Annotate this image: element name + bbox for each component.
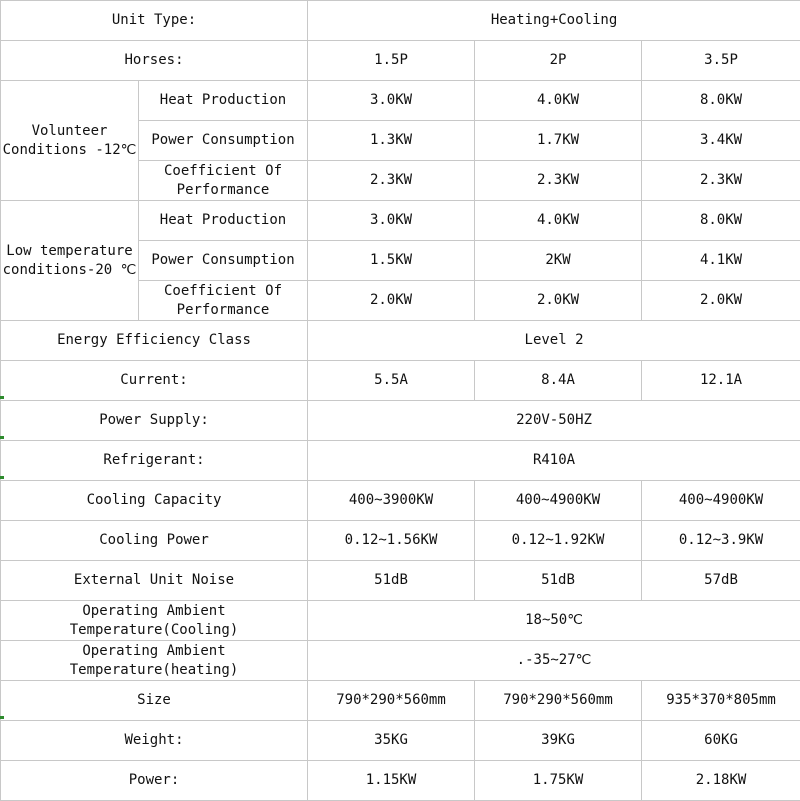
row-label: Coefficient Of Performance — [139, 161, 308, 201]
table-row — [1, 721, 800, 761]
table-row — [1, 441, 800, 481]
cooling-capacity-label: Cooling Capacity — [1, 481, 308, 521]
cell-value: 2KW — [475, 241, 642, 281]
power-supply-value: 220V-50HZ — [308, 401, 800, 441]
row-label: Heat Production — [139, 201, 308, 241]
table-row — [1, 81, 800, 121]
ambient-heating-value: .-35~27℃ — [308, 641, 800, 681]
cell-value: 35KG — [308, 721, 475, 761]
energy-class-label: Energy Efficiency Class — [1, 321, 308, 361]
power-supply-label: Power Supply: — [1, 401, 308, 441]
table-row — [1, 641, 800, 681]
energy-class-value: Level 2 — [308, 321, 800, 361]
cell-value: 1.15KW — [308, 761, 475, 801]
cell-value: 935*370*805mm — [642, 681, 800, 721]
cell-value: 1.5KW — [308, 241, 475, 281]
row-marker — [0, 716, 4, 719]
cell-value: 39KG — [475, 721, 642, 761]
cell-value: 0.12~3.9KW — [642, 521, 800, 561]
row-marker — [0, 436, 4, 439]
cell-value: 790*290*560mm — [475, 681, 642, 721]
cell-value: 1.75KW — [475, 761, 642, 801]
cell-value: 3.0KW — [308, 81, 475, 121]
ambient-cooling-value: 18~50℃ — [308, 601, 800, 641]
cell-value: 2.0KW — [475, 281, 642, 321]
table-row — [1, 681, 800, 721]
row-label: Power Consumption — [139, 241, 308, 281]
table-row — [1, 321, 800, 361]
refrigerant-value: R410A — [308, 441, 800, 481]
horses-label: Horses: — [1, 41, 308, 81]
cell-value: 790*290*560mm — [308, 681, 475, 721]
cell-value: 3.0KW — [308, 201, 475, 241]
ambient-heating-label: Operating Ambient Temperature(heating) — [1, 641, 308, 681]
cell-value: 2.0KW — [308, 281, 475, 321]
cell-value: 400~3900KW — [308, 481, 475, 521]
weight-label: Weight: — [1, 721, 308, 761]
table-row — [1, 561, 800, 601]
table-row — [1, 521, 800, 561]
cell-value: 400~4900KW — [642, 481, 800, 521]
noise-label: External Unit Noise — [1, 561, 308, 601]
horses-value: 3.5P — [642, 41, 800, 81]
row-marker — [0, 476, 4, 479]
current-label: Current: — [1, 361, 308, 401]
unit-type-label: Unit Type: — [1, 1, 308, 41]
size-label: Size — [1, 681, 308, 721]
cell-value: 4.0KW — [475, 201, 642, 241]
cell-value: 12.1A — [642, 361, 800, 401]
table-row — [1, 1, 800, 41]
cell-value: 8.0KW — [642, 201, 800, 241]
cell-value: 2.3KW — [475, 161, 642, 201]
cell-value: 1.3KW — [308, 121, 475, 161]
table-row — [1, 761, 800, 801]
refrigerant-label: Refrigerant: — [1, 441, 308, 481]
cell-value: 8.4A — [475, 361, 642, 401]
table-row — [1, 601, 800, 641]
cell-value: 400~4900KW — [475, 481, 642, 521]
cell-value: 2.3KW — [642, 161, 800, 201]
cell-value: 5.5A — [308, 361, 475, 401]
unit-type-value: Heating+Cooling — [308, 1, 800, 41]
cell-value: 51dB — [475, 561, 642, 601]
group-label-volunteer: Volunteer Conditions -12℃ — [1, 81, 139, 201]
cell-value: 51dB — [308, 561, 475, 601]
table-row — [1, 361, 800, 401]
table-row — [1, 481, 800, 521]
row-label: Power Consumption — [139, 121, 308, 161]
cell-value: 4.0KW — [475, 81, 642, 121]
table-row — [1, 401, 800, 441]
cell-value: 4.1KW — [642, 241, 800, 281]
cell-value: 0.12~1.56KW — [308, 521, 475, 561]
horses-value: 2P — [475, 41, 642, 81]
row-marker — [0, 396, 4, 399]
cell-value: 2.18KW — [642, 761, 800, 801]
cell-value: 2.0KW — [642, 281, 800, 321]
table-row — [1, 201, 800, 241]
cell-value: 8.0KW — [642, 81, 800, 121]
cell-value: 3.4KW — [642, 121, 800, 161]
row-label: Heat Production — [139, 81, 308, 121]
cell-value: 57dB — [642, 561, 800, 601]
ambient-cooling-label: Operating Ambient Temperature(Cooling) — [1, 601, 308, 641]
group-label-low-temperature: Low temperature conditions-20 ℃ — [1, 201, 139, 321]
cell-value: 2.3KW — [308, 161, 475, 201]
table-row — [1, 41, 800, 81]
power-label: Power: — [1, 761, 308, 801]
horses-value: 1.5P — [308, 41, 475, 81]
row-label: Coefficient Of Performance — [139, 281, 308, 321]
cooling-power-label: Cooling Power — [1, 521, 308, 561]
cell-value: 1.7KW — [475, 121, 642, 161]
cell-value: 0.12~1.92KW — [475, 521, 642, 561]
cell-value: 60KG — [642, 721, 800, 761]
